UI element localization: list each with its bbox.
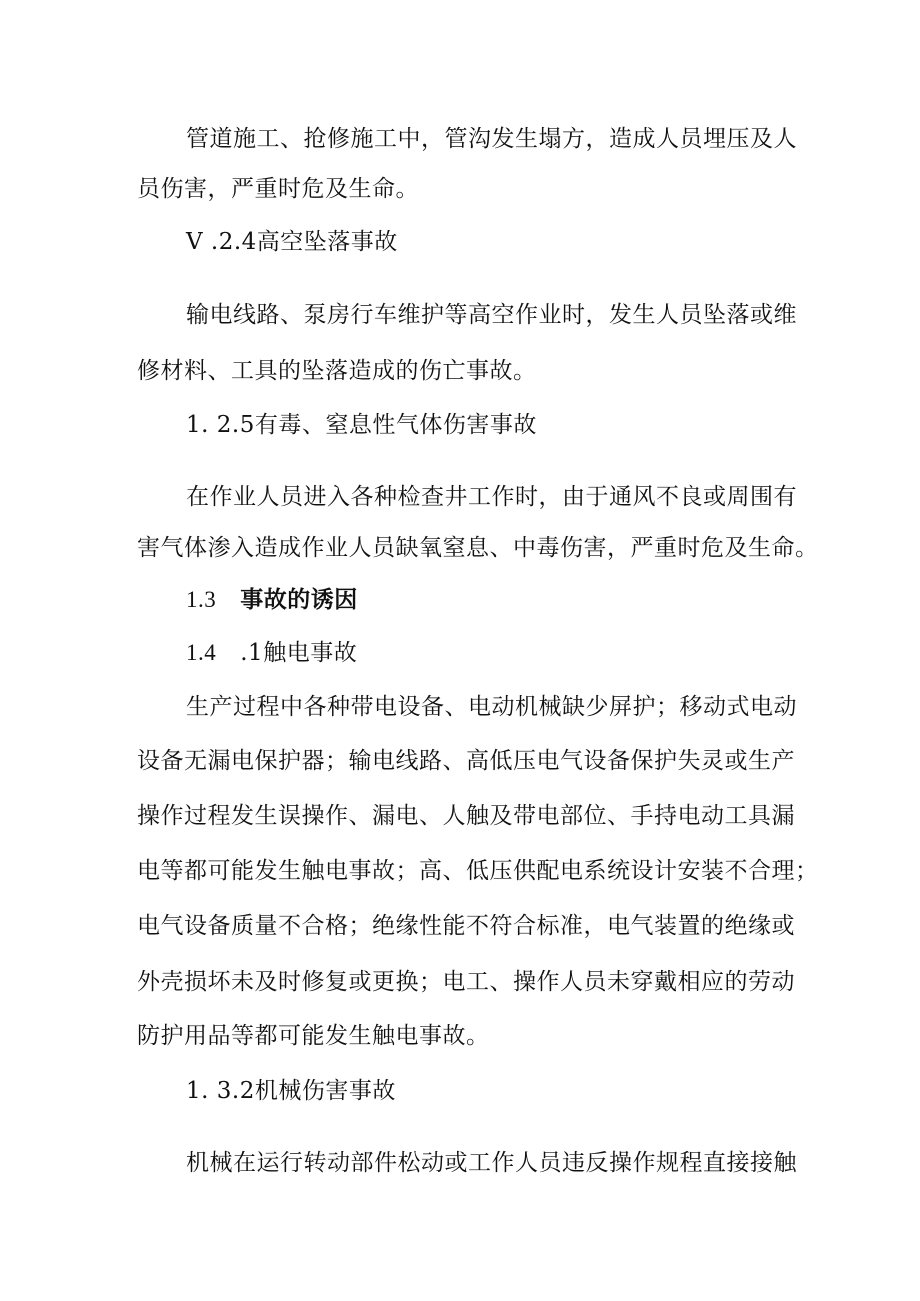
section-title: .1触电事故 <box>240 640 358 666</box>
paragraph-line: 输电线路、泵房行车维护等高空作业时，发生人员坠落或维 <box>186 302 797 328</box>
section-heading <box>186 585 358 615</box>
paragraph-line: 生产过程中各种带电设备、电动机械缺少屏护；移动式电动 <box>186 694 797 720</box>
paragraph-line: 电等都可能发生触电事故；高、低压供配电系统设计安装不合理； <box>137 858 819 884</box>
paragraph-line: 设备无漏电保护器；输电线路、高低压电气设备保护失灵或生产 <box>137 748 795 774</box>
paragraph-line: 机械在运行转动部件松动或工作人员违反操作规程直接接触 <box>186 1150 797 1176</box>
paragraph-line: 在作业人员进入各种检查井工作时，由于通风不良或周围有 <box>186 484 797 510</box>
paragraph-line: 修材料、工具的坠落造成的伤亡事故。 <box>137 358 537 384</box>
section-heading: V .2.4高空坠落事故 <box>186 229 398 255</box>
section-heading <box>186 638 357 668</box>
section-title: 事故的诱因 <box>240 586 358 613</box>
paragraph-line: 员伤害，严重时危及生命。 <box>137 176 419 202</box>
paragraph-line: 操作过程发生误操作、漏电、人触及带电部位、手持电动工具漏 <box>137 803 795 829</box>
paragraph-line: 管道施工、抢修施工中，管沟发生塌方，造成人员埋压及人 <box>186 126 797 152</box>
paragraph-line: 防护用品等都可能发生触电事故。 <box>137 1023 490 1049</box>
section-heading: 1. 2.5有毒、窒息性气体伤害事故 <box>186 412 537 438</box>
section-number: 1.3 <box>186 587 217 612</box>
paragraph-line: 外壳损坏未及时修复或更换；电工、操作人员未穿戴相应的劳动 <box>137 969 795 995</box>
section-heading: 1. 3.2机械伤害事故 <box>186 1078 396 1104</box>
section-number: 1.4 <box>186 640 217 665</box>
paragraph-line: 害气体渗入造成作业人员缺氧窒息、中毒伤害，严重时危及生命。 <box>137 535 819 561</box>
paragraph-line: 电气设备质量不合格；绝缘性能不符合标准，电气装置的绝缘或 <box>137 913 795 939</box>
